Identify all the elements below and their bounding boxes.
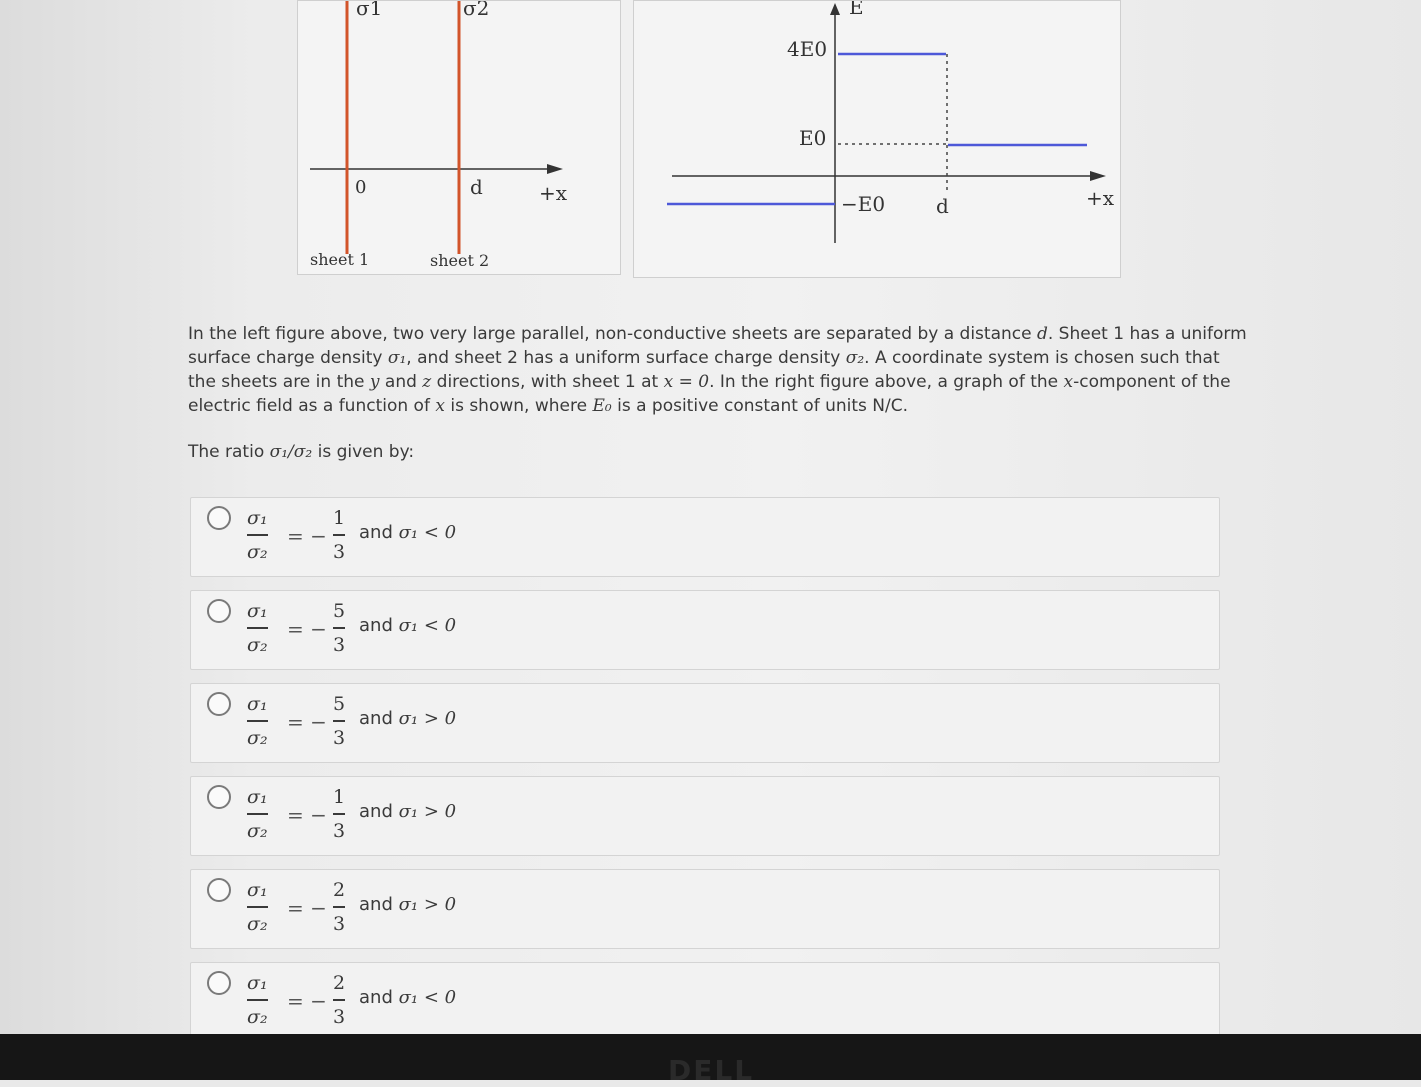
fraction-bar xyxy=(247,906,268,908)
equals-minus: = − xyxy=(287,896,327,920)
ratio-fraction xyxy=(247,785,268,843)
value-fraction xyxy=(333,599,345,657)
math-x: x xyxy=(1063,372,1074,392)
condition xyxy=(359,615,456,636)
ratio-fraction xyxy=(247,599,268,657)
numerator: 2 xyxy=(333,879,346,901)
math-z: z xyxy=(422,372,432,392)
denominator: σ₂ xyxy=(247,1005,268,1028)
and-word: and xyxy=(359,801,393,822)
left-figure xyxy=(297,0,621,275)
question-part: -component of the electric field as a function of xyxy=(188,372,1231,416)
math-e0: E₀ xyxy=(592,396,612,416)
denominator: σ₂ xyxy=(247,819,268,842)
radio-button[interactable] xyxy=(207,785,231,809)
math-sigma1: σ₁ xyxy=(387,348,407,368)
equals-minus: = − xyxy=(287,617,327,641)
value-fraction xyxy=(333,506,345,564)
monitor-logo: DELL xyxy=(668,1054,755,1087)
denominator: 3 xyxy=(333,912,346,935)
ratio-fraction xyxy=(247,506,268,564)
radio-button[interactable] xyxy=(207,692,231,716)
tick-label-4e0: 4E0 xyxy=(787,37,828,61)
math-sigma2: σ₂ xyxy=(845,348,865,368)
condition xyxy=(359,708,456,729)
value-fraction xyxy=(333,785,345,843)
and-word: and xyxy=(359,894,393,915)
numerator: σ₁ xyxy=(247,972,268,994)
value-fraction xyxy=(333,878,345,936)
fraction-bar xyxy=(247,813,268,815)
numerator: σ₁ xyxy=(247,600,268,622)
denominator: 3 xyxy=(333,819,346,842)
sheet-1-label: sheet 1 xyxy=(310,250,370,269)
prompt-part: is given by: xyxy=(312,442,415,462)
answer-option-3[interactable] xyxy=(190,683,1220,763)
sigma-2-label: σ2 xyxy=(463,1,490,20)
x-axis-label: +x xyxy=(1086,186,1115,210)
x-axis-arrow xyxy=(1090,171,1106,181)
math-d: d xyxy=(1036,324,1048,344)
sign-condition: σ₁ > 0 xyxy=(398,801,457,822)
denominator: 3 xyxy=(333,633,346,656)
fraction-bar xyxy=(333,720,345,722)
answer-option-5[interactable] xyxy=(190,869,1220,949)
numerator: 5 xyxy=(333,693,346,715)
and-word: and xyxy=(359,522,393,543)
sign-condition: σ₁ > 0 xyxy=(398,708,457,729)
tick-label-e0: E0 xyxy=(799,126,827,150)
and-word: and xyxy=(359,987,393,1008)
denominator: 3 xyxy=(333,1005,346,1028)
radio-button[interactable] xyxy=(207,506,231,530)
question-part: directions, with sheet 1 at xyxy=(431,372,664,392)
radio-button[interactable] xyxy=(207,599,231,623)
fraction-bar xyxy=(333,534,345,536)
denominator: σ₂ xyxy=(247,912,268,935)
radio-button[interactable] xyxy=(207,971,231,995)
question-part: . Sheet 1 has a uniform surface charge density xyxy=(188,324,1247,368)
answer-option-4[interactable] xyxy=(190,776,1220,856)
value-fraction xyxy=(333,971,345,1029)
question-part: is shown, where xyxy=(444,396,593,416)
question-part: . A coordinate system is chosen such that the sheets are in the xyxy=(188,348,1220,392)
equals-minus: = − xyxy=(287,803,327,827)
question-part: and xyxy=(379,372,423,392)
answer-option-2[interactable] xyxy=(190,590,1220,670)
question-part: is a positive constant of units N/C. xyxy=(611,396,909,416)
math-y: y xyxy=(369,372,380,392)
sign-condition: σ₁ < 0 xyxy=(398,987,457,1008)
math-ratio: σ₁/σ₂ xyxy=(269,442,313,462)
field-graph xyxy=(634,1,1120,277)
e-axis-label: E xyxy=(849,1,864,19)
sign-condition: σ₁ < 0 xyxy=(398,522,457,543)
ratio-fraction xyxy=(247,971,268,1029)
tick-label-neg-e0: −E0 xyxy=(841,192,886,216)
condition xyxy=(359,987,456,1008)
numerator: 1 xyxy=(333,786,346,808)
ratio-fraction xyxy=(247,878,268,936)
math-x-equals-0: x = 0 xyxy=(663,372,710,392)
prompt-part: The ratio xyxy=(188,442,270,462)
fraction-bar xyxy=(247,720,268,722)
question-text xyxy=(188,322,1248,418)
value-fraction xyxy=(333,692,345,750)
fraction-bar xyxy=(247,999,268,1001)
sigma-1-label: σ1 xyxy=(356,1,383,20)
sign-condition: σ₁ < 0 xyxy=(398,615,457,636)
x-axis-label: +x xyxy=(539,181,568,205)
question-part: . In the right figure above, a graph of the xyxy=(709,372,1064,392)
denominator: 3 xyxy=(333,726,346,749)
answer-option-1[interactable] xyxy=(190,497,1220,577)
denominator: σ₂ xyxy=(247,633,268,656)
numerator: 2 xyxy=(333,972,346,994)
condition xyxy=(359,894,456,915)
numerator: σ₁ xyxy=(247,693,268,715)
sheet-2-label: sheet 2 xyxy=(430,251,490,270)
equals-minus: = − xyxy=(287,710,327,734)
ratio-fraction xyxy=(247,692,268,750)
equals-minus: = − xyxy=(287,989,327,1013)
and-word: and xyxy=(359,708,393,729)
numerator: σ₁ xyxy=(247,879,268,901)
denominator: 3 xyxy=(333,540,346,563)
math-x: x xyxy=(435,396,445,416)
numerator: 5 xyxy=(333,600,346,622)
fraction-bar xyxy=(333,906,345,908)
x-axis-arrow xyxy=(547,164,563,174)
condition xyxy=(359,801,456,822)
denominator: σ₂ xyxy=(247,726,268,749)
e-axis-arrow xyxy=(830,3,840,15)
right-figure xyxy=(633,0,1121,278)
equals-minus: = − xyxy=(287,524,327,548)
radio-button[interactable] xyxy=(207,878,231,902)
numerator: σ₁ xyxy=(247,507,268,529)
and-word: and xyxy=(359,615,393,636)
question-prompt xyxy=(188,442,414,462)
fraction-bar xyxy=(333,813,345,815)
numerator: σ₁ xyxy=(247,786,268,808)
condition xyxy=(359,522,456,543)
question-part: In the left figure above, two very large parallel, non-conductive sheets are separated by a distance xyxy=(188,324,1037,344)
answer-option-6[interactable] xyxy=(190,962,1220,1035)
d-label: d xyxy=(470,175,483,199)
fraction-bar xyxy=(333,627,345,629)
sign-condition: σ₁ > 0 xyxy=(398,894,457,915)
origin-label: 0 xyxy=(355,177,367,198)
question-part: , and sheet 2 has a uniform surface charge density xyxy=(406,348,846,368)
fraction-bar xyxy=(247,627,268,629)
numerator: 1 xyxy=(333,507,346,529)
denominator: σ₂ xyxy=(247,540,268,563)
d-label: d xyxy=(936,194,949,218)
fraction-bar xyxy=(247,534,268,536)
fraction-bar xyxy=(333,999,345,1001)
sheets-diagram xyxy=(298,1,620,274)
